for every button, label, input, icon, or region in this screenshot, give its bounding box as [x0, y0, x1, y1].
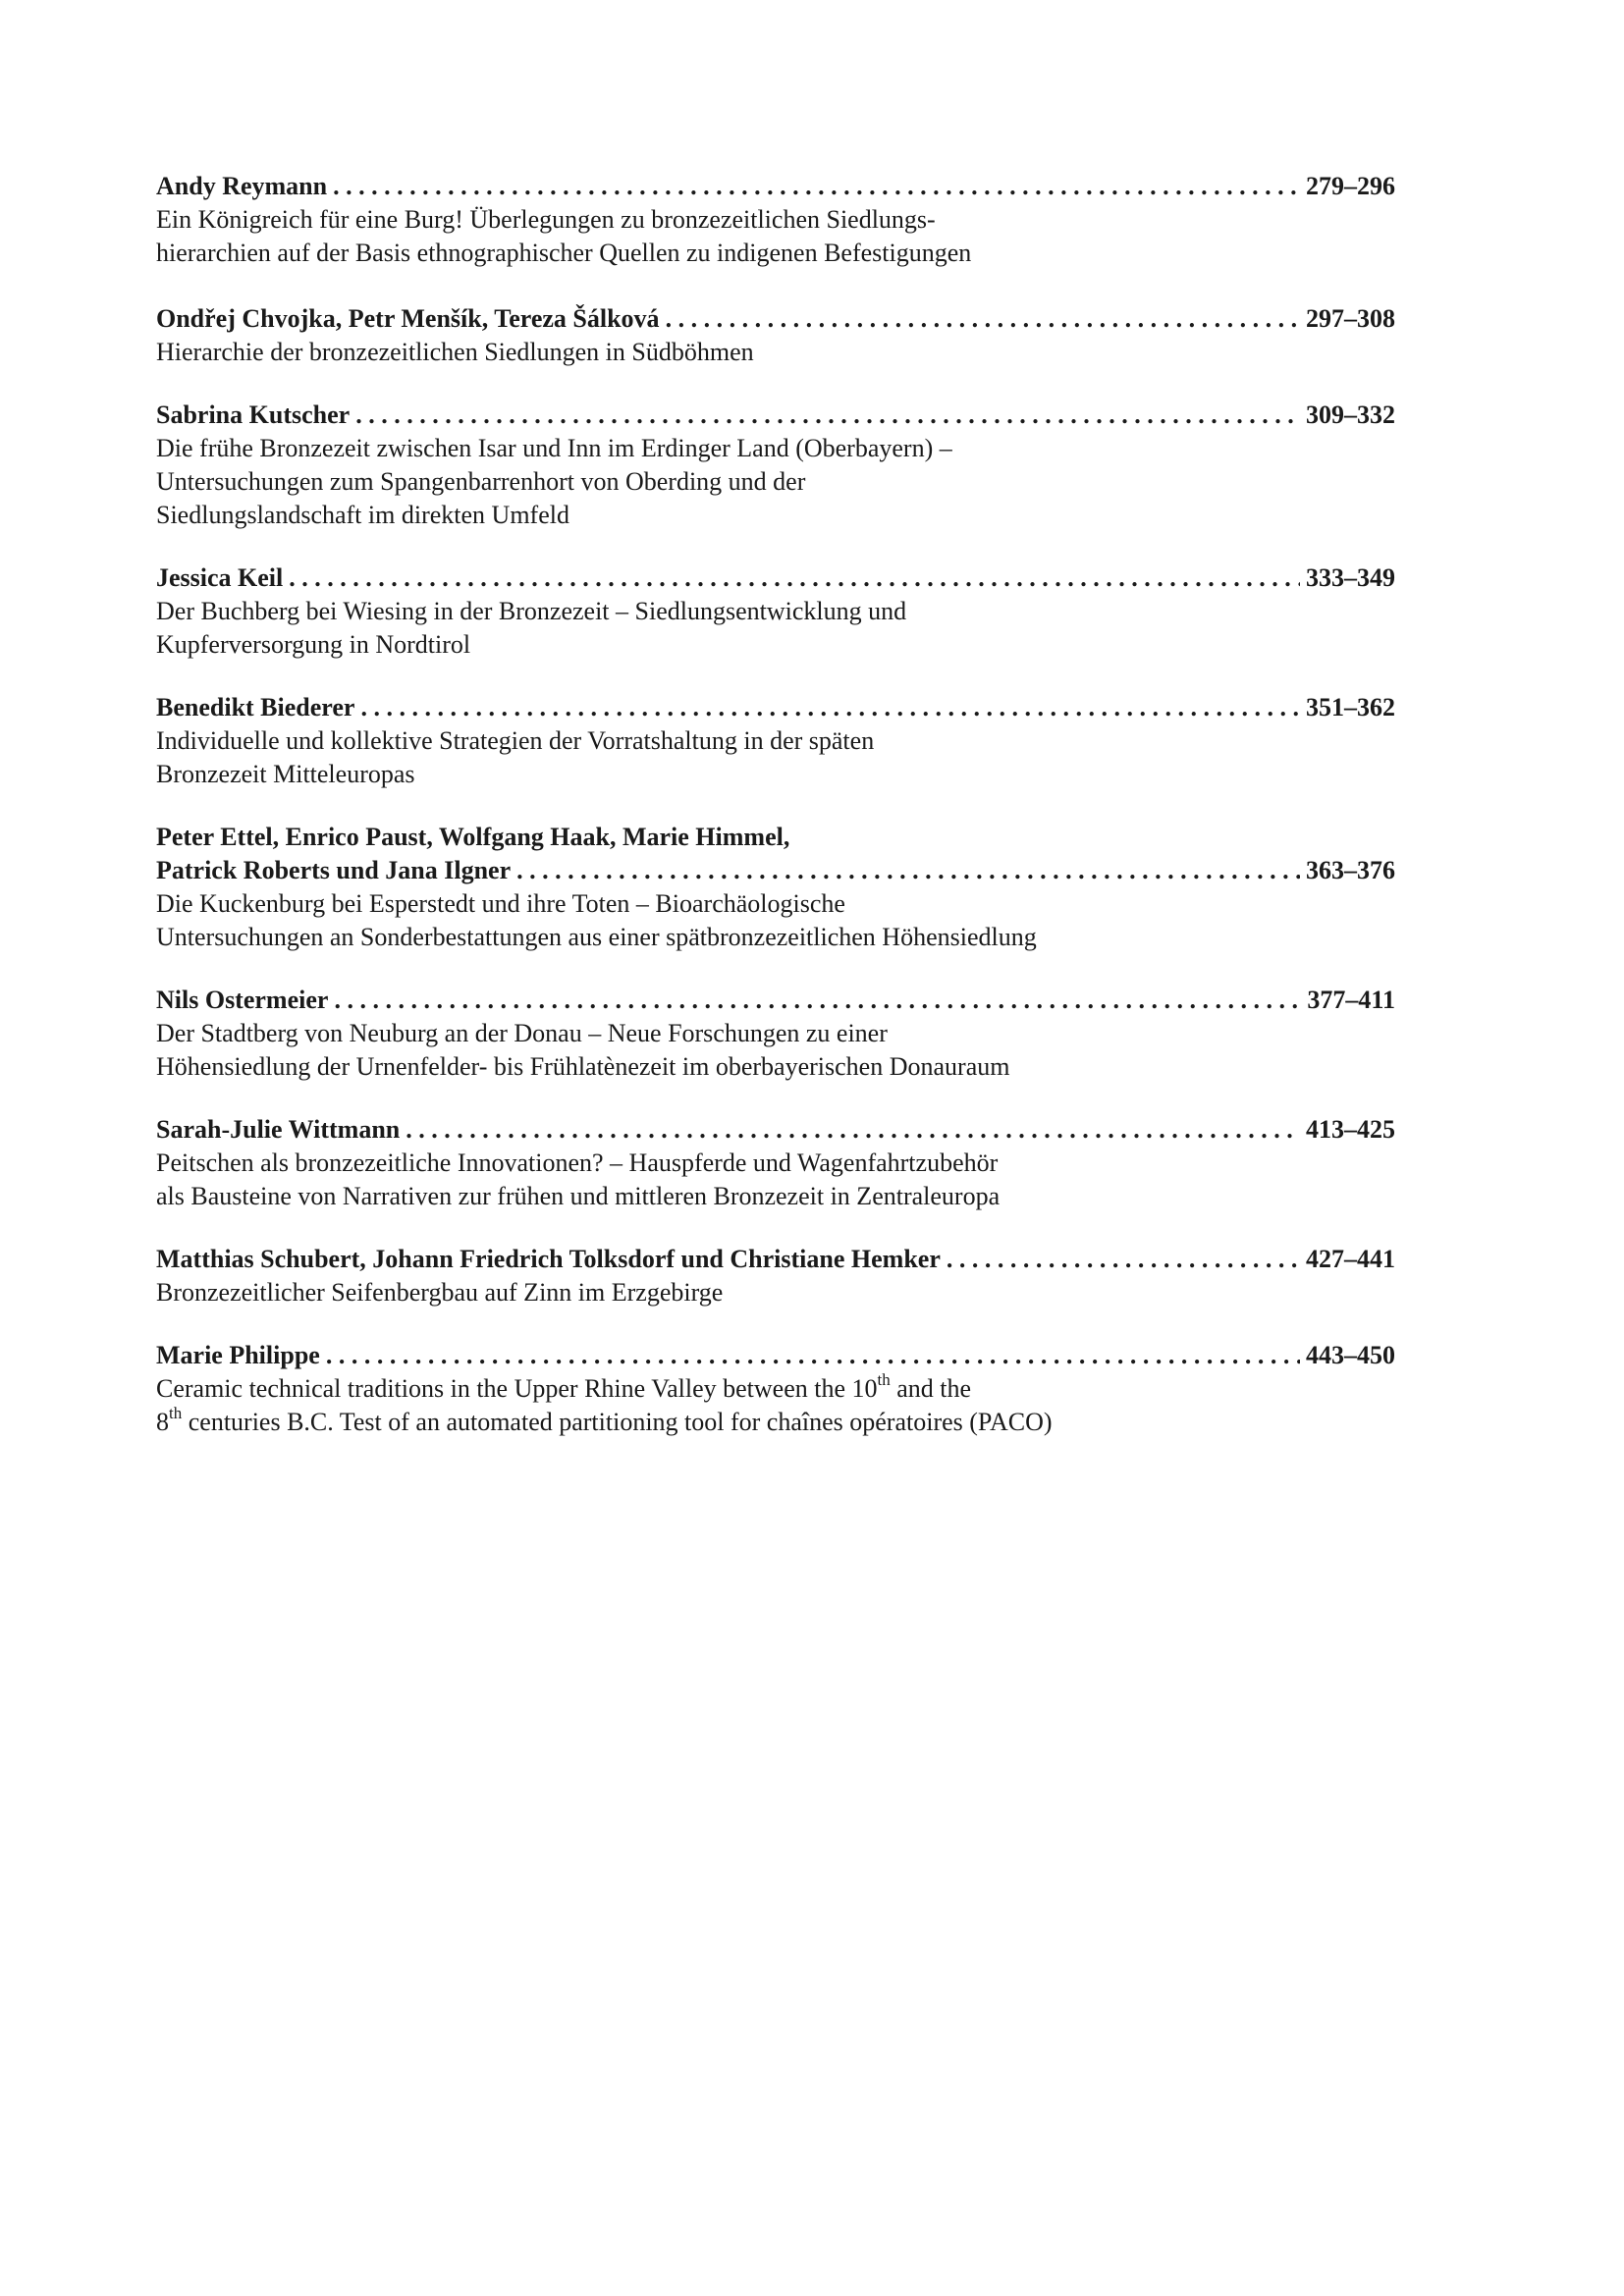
toc-title-line: Bronzezeit Mitteleuropas: [156, 760, 415, 788]
dot-leader: [666, 302, 1300, 336]
toc-author-line: [156, 691, 1395, 724]
toc-title-line: Höhensiedlung der Urnenfelder- bis Frühlatènezeit im oberbayerischen Donauraum: [156, 1052, 1010, 1081]
toc-authors: Marie Philippe: [156, 1341, 320, 1369]
toc-title-text: Ceramic technical traditions in the Upper Rhine Valley between the 10: [156, 1374, 878, 1403]
toc-title-line: Kupferversorgung in Nordtirol: [156, 630, 471, 659]
toc-author-line: [156, 561, 1395, 595]
toc-page-range: 309–332: [1306, 400, 1395, 429]
dot-leader: [326, 1339, 1300, 1372]
toc-entry: [156, 821, 1395, 954]
toc-title-text: 8: [156, 1408, 169, 1436]
toc-title-line: Der Buchberg bei Wiesing in der Bronzezeit – Siedlungsentwicklung und: [156, 597, 907, 625]
toc-page-range: 377–411: [1307, 986, 1395, 1014]
toc-title-text: and the: [890, 1374, 972, 1403]
toc-title-line: Untersuchungen an Sonderbestattungen aus einer spätbronzezeitlichen Höhensiedlung: [156, 923, 1037, 951]
toc-page-range: 351–362: [1306, 693, 1395, 721]
dot-leader: [334, 984, 1301, 1017]
toc-title-line: Die Kuckenburg bei Esperstedt und ihre Toten – Bioarchäologische: [156, 889, 845, 918]
toc-title-line: Bronzezeitlicher Seifenbergbau auf Zinn im Erzgebirge: [156, 1278, 724, 1307]
dot-leader: [289, 561, 1300, 595]
toc-authors: Sabrina Kutscher: [156, 400, 351, 429]
toc-authors: Sarah-Julie Wittmann: [156, 1115, 401, 1144]
toc-authors: Patrick Roberts und Jana Ilgner: [156, 856, 512, 884]
toc-title-line: Siedlungslandschaft im direkten Umfeld: [156, 501, 569, 529]
table-of-contents: [156, 170, 1395, 1468]
toc-title-line: als Bausteine von Narrativen zur frühen und mittleren Bronzezeit in Zentraleuropa: [156, 1182, 1001, 1210]
toc-entry: [156, 1243, 1395, 1309]
toc-page-range: 279–296: [1306, 172, 1395, 200]
toc-authors: Jessica Keil: [156, 563, 284, 592]
dot-leader: [355, 399, 1300, 432]
toc-authors: Benedikt Biederer: [156, 693, 355, 721]
toc-author-line: [156, 984, 1395, 1017]
dot-leader: [360, 691, 1300, 724]
toc-page-range: 333–349: [1306, 563, 1395, 592]
toc-entry: [156, 302, 1395, 369]
dot-leader: [333, 170, 1300, 203]
toc-page-range: 297–308: [1306, 304, 1395, 333]
toc-author-line: [156, 1243, 1395, 1276]
toc-entry: [156, 1339, 1395, 1439]
toc-entry: [156, 561, 1395, 662]
toc-title-line: Individuelle und kollektive Strategien der Vorratshaltung in der späten: [156, 726, 875, 755]
toc-authors: Ondřej Chvojka, Petr Menšík, Tereza Šálková: [156, 304, 660, 333]
toc-page-range: 443–450: [1306, 1341, 1395, 1369]
ordinal-superscript: th: [877, 1370, 891, 1390]
toc-title-text: centuries B.C. Test of an automated partitioning tool for chaînes opératoires (PACO): [182, 1408, 1053, 1436]
toc-author-line: [156, 1113, 1395, 1147]
dot-leader: [947, 1243, 1300, 1276]
toc-authors: Matthias Schubert, Johann Friedrich Tolksdorf und Christiane Hemker: [156, 1245, 941, 1273]
toc-page-range: 427–441: [1306, 1245, 1395, 1273]
toc-entry: [156, 399, 1395, 532]
toc-page-range: 413–425: [1306, 1115, 1395, 1144]
toc-title-line: Ein Königreich für eine Burg! Überlegungen zu bronzezeitlichen Siedlungs-: [156, 205, 936, 234]
toc-entry: [156, 984, 1395, 1084]
toc-title-line: Der Stadtberg von Neuburg an der Donau – Neue Forschungen zu einer: [156, 1019, 888, 1047]
toc-entry: [156, 170, 1395, 270]
toc-author-line: [156, 302, 1395, 336]
toc-author-line: [156, 399, 1395, 432]
toc-page-range: 363–376: [1306, 856, 1395, 884]
toc-title-line: [156, 1406, 1395, 1439]
toc-entry: [156, 1113, 1395, 1213]
toc-title-line: Peitschen als bronzezeitliche Innovationen? – Hauspferde und Wagenfahrtzubehör: [156, 1148, 999, 1177]
toc-title-line: Untersuchungen zum Spangenbarrenhort von Oberding und der: [156, 467, 806, 496]
toc-authors: Nils Ostermeier: [156, 986, 329, 1014]
ordinal-superscript: th: [169, 1404, 183, 1423]
toc-title-line: [156, 1372, 1395, 1406]
toc-entry: [156, 691, 1395, 791]
toc-authors-first-line: Peter Ettel, Enrico Paust, Wolfgang Haak, Marie Himmel,: [156, 823, 790, 851]
toc-title-line: hierarchien auf der Basis ethnographischer Quellen zu indigenen Befestigungen: [156, 239, 972, 267]
toc-author-line: [156, 170, 1395, 203]
toc-authors: Andy Reymann: [156, 172, 328, 200]
toc-title-line: Hierarchie der bronzezeitlichen Siedlungen in Südböhmen: [156, 338, 754, 366]
toc-author-line: [156, 1339, 1395, 1372]
dot-leader: [516, 854, 1300, 887]
toc-title-line: Die frühe Bronzezeit zwischen Isar und Inn im Erdinger Land (Oberbayern) –: [156, 434, 952, 462]
dot-leader: [406, 1113, 1300, 1147]
toc-author-line: [156, 854, 1395, 887]
